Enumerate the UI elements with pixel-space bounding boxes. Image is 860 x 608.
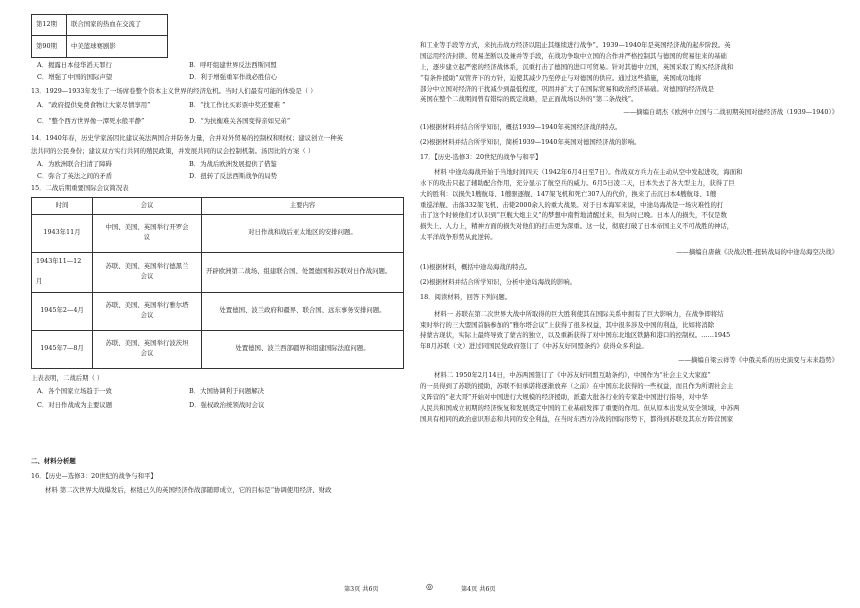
table-cell: 处置德国、波兰西部疆界和组建国际法庭问题。 xyxy=(202,330,404,368)
table-cell: 1943年11—12 月 xyxy=(32,252,93,292)
paragraph-line: 上，逐步建立起严密的经济战体系，沉重打击了德国的进口可贸易。针对其德中立国，英国采取了购买经济战和 xyxy=(420,62,734,71)
paragraph-line: 大的胜利：以损失1艘航母、1艘驱逐舰、147架飞机和死亡307人的代价，换来了击沉日本4艘航母、1艘 xyxy=(420,189,717,198)
paragraph-line: 和工业等手段等方式，来抗击战方经济以阻止其继续进行战争”。1939—1940年是英国经济战的起步阶段。英 xyxy=(420,41,731,49)
paragraph-line: 年8月苏联（文）进过同国民党政府签订了《中苏友好同盟条约》获得众多利益。 xyxy=(420,342,648,351)
paragraph-line: 义阵营的“老大哥”开始对中国进行大规模的经济援助，派遣大批各行业的专家赴中国进行指导，对中华 xyxy=(420,392,708,401)
table-row xyxy=(32,330,404,368)
source-citation: ——摘编自唐薇《决战决胜-扭转战局的中途岛海空决战》 xyxy=(676,248,838,257)
table-header-cell: 会议 xyxy=(93,197,202,214)
option-row: C．“整个西方世界像一潭死水般平静” D．“为抗衡难关各国变得亲如兄弟” xyxy=(37,116,291,125)
question-16-material: 材料 第二次世界大战爆发后，枢纽已久的英国经济作战部随即成立，它的目标是“协调使用经济、财政 xyxy=(45,486,332,495)
table-cell: 中美篮球赛剧影 xyxy=(67,36,168,58)
paragraph-line: 束时举行的三大盟国首脑参加的“雅尔塔会议”上获得了很多权益，其中很多涉及中国的利益，比如将消除 xyxy=(420,320,715,329)
option-row: A．各个国家立场趋于一致 B．大国协调利于问题解决 xyxy=(37,386,264,395)
option-row: A．揭露日本侵华滔天罪行 B．呼吁组建世界反法西斯同盟 xyxy=(37,61,277,69)
option-row: A．“政府提供免费食物让大家尽情享用” B．“找工作比买彩票中奖还要难 ” xyxy=(37,100,286,109)
table-cell: 苏联、美国、英国举行雅尔塔 会议 xyxy=(93,292,202,330)
table-cell: 处置德国、波兰政府和疆界、联合国、远东事务安排问题。 xyxy=(202,292,404,330)
question-18-heading: 18．阅读材料，回答下列问题。 xyxy=(420,292,512,301)
question-15-tail: 上表表明，二战后期（ ） xyxy=(31,373,104,382)
option-row: C．增强了中国的国际声望 D．利于增强重军作战必胜信心 xyxy=(37,73,278,81)
sub-question: (1)根据材料，概括中途岛海战的特点。 xyxy=(420,263,532,272)
table-header-row xyxy=(32,197,404,214)
table-header-cell: 时间 xyxy=(32,197,93,214)
table-header-cell: 主要内容 xyxy=(202,197,404,214)
paragraph-line: 击了这个时候他们才认识到“巨舰大炮主义”的梦想中南哲地清醒过来，但为时已晚。日本人的损失，不仅是数 xyxy=(420,211,727,220)
table-cell: 联合国家的热血在交流了 xyxy=(67,15,168,36)
option-row: C．对日作战成为主要议题 D．强权政治统领战时会议 xyxy=(37,400,265,409)
table-cell: 1943年11月 xyxy=(32,214,93,252)
table-cell: 苏联、美国、英国举行波茨坦 会议 xyxy=(93,330,202,368)
table-cell: 第12期 xyxy=(32,15,67,36)
table-row xyxy=(32,292,404,330)
paragraph-line: 的一员得到了苏联的援助，苏联不但承诺将逐渐放弃（之前）在中国东北获得的一些权益，而且作为所谓社会主 xyxy=(420,382,734,391)
paragraph-line: 持蒙古现状，实际上最终导致了蒙古的独立，以及重新获得了对中国东北地区铁路和港口的控制权。……1945 xyxy=(420,331,731,340)
paragraph-line: 英国在整个二战期间曾有错综的既定战略，是正面战场以外的“第二条战线”。 xyxy=(420,95,638,104)
table-cell: 中国、美国、英国举行开罗会 议 xyxy=(93,214,202,252)
page-number-right: 第4页 共6页 xyxy=(461,586,496,593)
paragraph-line: 材料一 苏联在第二次世界大战中所取得的巨大胜利使其在国际关系中拥有了巨大影响力，在战争即将结 xyxy=(434,309,724,318)
binding-mark-icon: ◎ xyxy=(426,582,433,591)
table-cell: 1945年2—4月 xyxy=(32,292,93,330)
paragraph-line: 太平洋战争形势从此逆转。 xyxy=(420,233,497,242)
paragraph-line: 水下的攻击只起了辅助配合作用，充分显示了航空兵的威力。6月5日凌二天，日本失去了各大型主力，获得了巨 xyxy=(420,178,735,187)
table-row xyxy=(32,214,404,252)
source-citation: ——摘编自胡杰《欧洲中立国与二战初期英国对德经济战（1939—1940）》 xyxy=(623,108,838,117)
table-row xyxy=(32,36,168,58)
top-table xyxy=(31,14,168,58)
table-row xyxy=(32,252,404,292)
paragraph-line: 材料 中途岛海战开始于当地时间四天（1942年6月4日至7日）。作战双方兵力在主动从空中发起进攻，海面和 xyxy=(434,167,743,176)
table-cell: 对日作战和战后亚太地区的安排问题。 xyxy=(202,214,404,252)
sub-question: (1)根据材料并结合所学知识，概括1939—1940年英国经济战的特点。 xyxy=(420,123,622,132)
question-16-heading: 16．【历史—选修3：20世纪的战争与和平】 xyxy=(31,471,157,480)
left-column xyxy=(31,0,406,496)
paragraph-line: “有条件援助”双管齐下的方针，迫使其减少乃至停止与对德国的供应。通过这些措施，英国成功地将 xyxy=(420,73,702,82)
conference-table xyxy=(31,197,404,369)
table-cell: 开辟欧洲第二战场、组建联合国、处置德国和苏联对日作战问题。 xyxy=(202,252,404,292)
paragraph-line: 损失上、人力上，精神方面的损失对他们的打击更为深重。这一仗，彻底打破了日本帝国主义不可战胜的神话， xyxy=(420,222,734,231)
right-column xyxy=(420,0,838,425)
question-13: 13．1929—1933年发生了一场席卷整个资本主义世界的经济危机。当时人们最有可能的体验是（ ） xyxy=(31,87,317,95)
page-number-left: 第3页 共6页 xyxy=(344,586,379,593)
table-row xyxy=(32,15,168,36)
option-row: A．为欧洲联合扫清了障碍 B．为战后欧洲发展提供了借鉴 xyxy=(37,159,277,168)
paragraph-line: 人民共和国成立初期的经济恢复和发展奠定中国的工业基础发挥了重要的作用。但从原本出发从安全领域，中苏两 xyxy=(420,403,740,412)
table-cell: 第90期 xyxy=(32,36,67,58)
question-17-heading: 17．【历史-选修3：20世纪的战争与和平】 xyxy=(420,153,542,162)
sub-question: (2)根据材料并结合所学知识，简析1939—1940年英国对德国经济战的影响。 xyxy=(420,138,641,147)
table-cell: 苏联、美国、英国举行德黑兰 会议 xyxy=(93,252,202,292)
sub-question: (2)根据材料并结合所学知识，分析中途岛海战的影响。 xyxy=(420,277,577,286)
paragraph-line: 国具有相同的政治意识形态和共同的安全利益，在当时东西方冷战的国际形势下，都得到苏联及其东方阵营国家 xyxy=(420,414,734,423)
question-14-line1: 14．1940年春，历史学家汤因比建议英法两国合并防务力量，合并对外贸易的控制权和财权；建议创立一种英 xyxy=(31,133,343,142)
question-15: 15．二战后期重要国际会议简况表 xyxy=(31,183,129,192)
table-cell: 1945年7—8月 xyxy=(32,330,93,368)
option-row: C．弥合了英法之间的矛盾 D．扭转了反法西斯战争的局势 xyxy=(37,171,278,180)
paragraph-line: 国运用经济封锁、贸易垄断以及兼并等手段，在战功争取中立国的合作并严格控制其与德国的贸易往来的基础 xyxy=(420,51,727,60)
question-14-line2: 法共同的公民身份；建议双方实行共同的殖民政策，并发展共同的议会控制机制。汤因比的方案（ ） xyxy=(31,146,315,155)
source-citation: ——摘编自梁云祥等《中俄关系的历史演变与未来趋势》 xyxy=(678,356,838,365)
paragraph-line: 材料二 1950年2月14日，中苏两国签订了《中苏友好同盟互助条约》，中国作为“社会主义大家庭” xyxy=(434,371,711,380)
section-heading: 二、材料分析题 xyxy=(31,456,76,465)
paragraph-line: 部分中立国对经济的干扰减少到最低程度，巩固并扩大了在国际贸易和政治经济基础。对德国的经济战是 xyxy=(420,84,714,93)
paragraph-line: 重巡洋舰、击落332架飞机、击毙2000余人的重大战果。对于日本海军来说，中途岛海战是一场灾难性的打 xyxy=(420,200,724,209)
